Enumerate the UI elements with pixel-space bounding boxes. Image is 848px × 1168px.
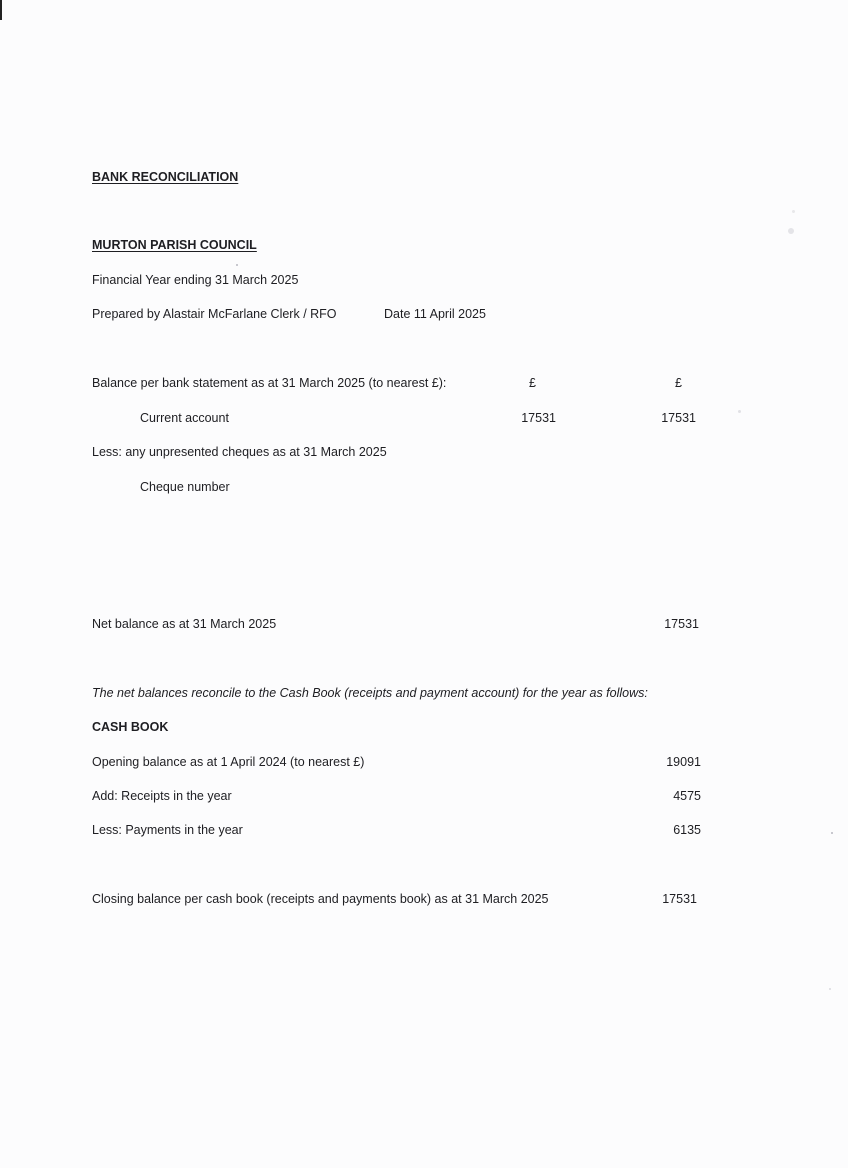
- financial-year: Financial Year ending 31 March 2025: [92, 273, 299, 287]
- payments-value: 6135: [673, 823, 701, 837]
- scan-speck: [829, 988, 831, 990]
- current-account-col2: 17531: [661, 411, 696, 425]
- scan-speck: [831, 832, 833, 834]
- council-name: MURTON PARISH COUNCIL: [92, 238, 257, 252]
- bank-balance-label: Balance per bank statement as at 31 March 2025 (to nearest £):: [92, 376, 447, 390]
- prepared-date: Date 11 April 2025: [384, 307, 486, 321]
- cheque-number-label: Cheque number: [140, 480, 230, 494]
- opening-balance-label: Opening balance as at 1 April 2024 (to nearest £): [92, 755, 365, 769]
- scan-speck: [788, 228, 794, 234]
- scan-speck: [738, 410, 741, 413]
- cash-book-heading: CASH BOOK: [92, 720, 169, 734]
- closing-balance-label: Closing balance per cash book (receipts and payments book) as at 31 March 2025: [92, 892, 549, 906]
- current-account-col1: 17531: [521, 411, 556, 425]
- payments-label: Less: Payments in the year: [92, 823, 243, 837]
- receipts-value: 4575: [673, 789, 701, 803]
- receipts-label: Add: Receipts in the year: [92, 789, 232, 803]
- current-account-label: Current account: [140, 411, 229, 425]
- net-balance-label: Net balance as at 31 March 2025: [92, 617, 277, 631]
- prepared-by: Prepared by Alastair McFarlane Clerk / RFO: [92, 307, 337, 321]
- scan-speck: [792, 210, 795, 213]
- reconcile-note: The net balances reconcile to the Cash Book (receipts and payment account) for the year as follows:: [92, 686, 648, 700]
- scan-edge-mark: [0, 0, 2, 20]
- document-heading: BANK RECONCILIATION: [92, 170, 239, 184]
- net-balance-value: 17531: [664, 617, 699, 631]
- col2-currency: £: [675, 376, 682, 390]
- closing-balance-value: 17531: [662, 892, 697, 906]
- col1-currency: £: [529, 376, 536, 390]
- opening-balance-value: 19091: [666, 755, 701, 769]
- scan-speck: [236, 264, 238, 266]
- unpresented-cheques-label: Less: any unpresented cheques as at 31 March 2025: [92, 445, 387, 459]
